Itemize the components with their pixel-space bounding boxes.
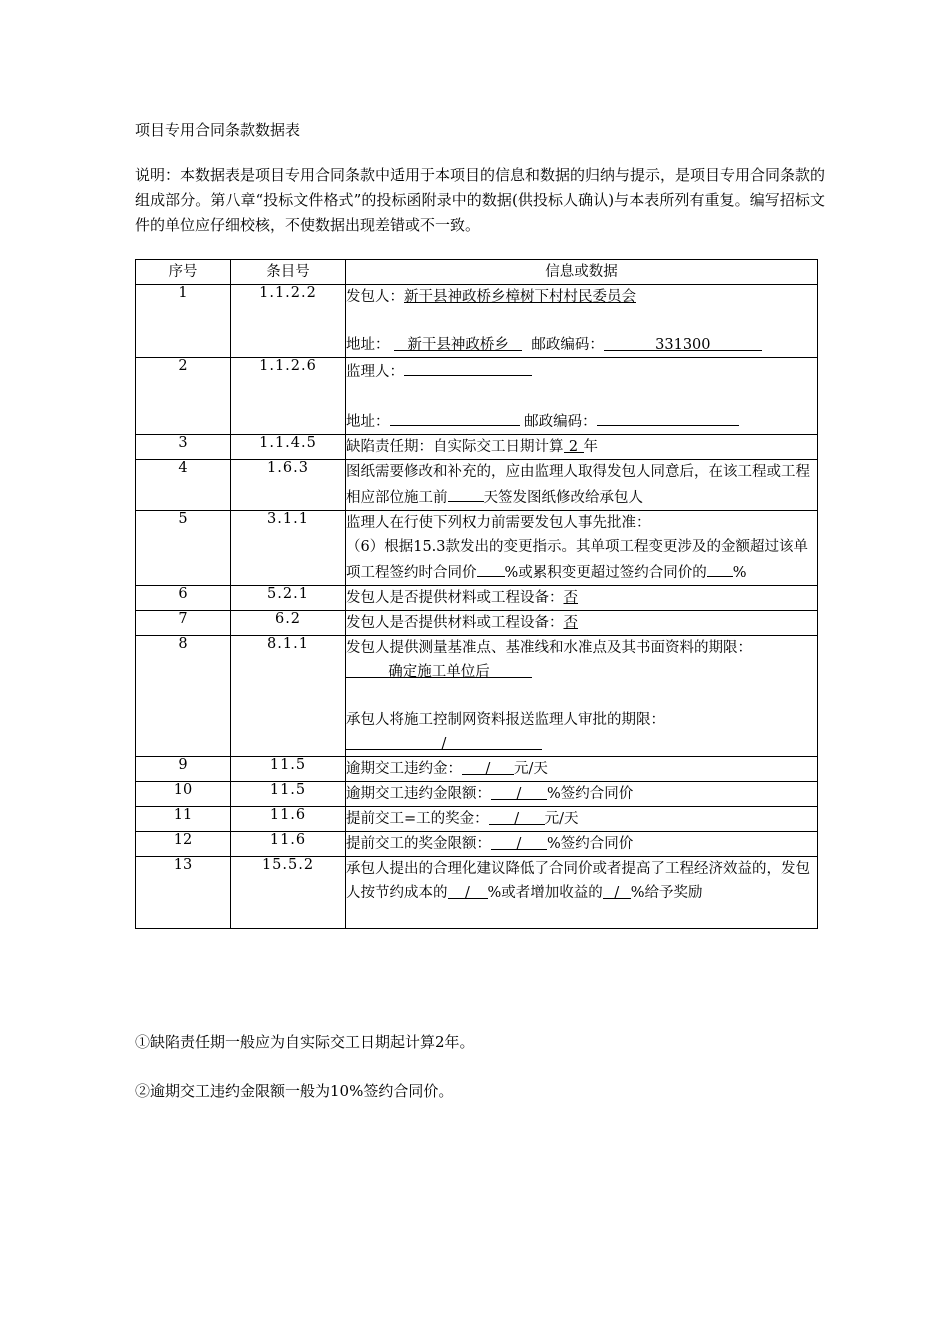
- table-row: [136, 782, 818, 807]
- table-row: [136, 857, 818, 929]
- document-title: 项目专用合同条款数据表: [135, 121, 301, 139]
- row-info: [346, 636, 818, 757]
- supervisor-blank: [404, 358, 532, 376]
- delay-cap-value: /: [491, 782, 547, 800]
- defect-period-text: 缺陷责任期：自实际交工日期计算: [346, 439, 564, 455]
- table-row: [136, 435, 818, 460]
- table-row: [136, 807, 818, 832]
- early-cap-unit: %签约合同价: [547, 836, 634, 852]
- row-info: [346, 285, 818, 358]
- postcode-label: 邮政编码：: [524, 414, 597, 430]
- note-2: ②逾期交工违约金限额一般为10%签约合同价。: [135, 1082, 454, 1100]
- variation-text: （6）根据15.3款发出的变更指示。其单项工程变更涉及的金额超过该单项工程签约时合同价: [346, 539, 809, 581]
- address-value: 新干县神政桥乡: [394, 333, 522, 351]
- early-cap-value: /: [491, 832, 547, 850]
- row-no: 7: [136, 611, 231, 636]
- drawing-text-end: 天签发图纸修改给承包人: [483, 490, 643, 506]
- table-header-row: [136, 260, 818, 285]
- rationalization-text: 承包人提出的合理化建议降低了合同价或者提高了工程经济效益的，发包人按节约成本的: [346, 861, 810, 901]
- row-no: 4: [136, 460, 231, 511]
- row-no: 5: [136, 511, 231, 586]
- early-bonus-text: 提前交工=工的奖金：: [346, 811, 489, 827]
- row-no: 13: [136, 857, 231, 929]
- delay-penalty-text: 逾期交工违约金：: [346, 761, 462, 777]
- row-clause: 11.6: [231, 832, 346, 857]
- row-clause: 1.6.3: [231, 460, 346, 511]
- row-info: [346, 782, 818, 807]
- contract-data-table: [135, 259, 818, 929]
- address-label: 地址：: [346, 414, 390, 430]
- row-no: 8: [136, 636, 231, 757]
- row-clause: 15.5.2: [231, 857, 346, 929]
- employer-label: 发包人：: [346, 289, 404, 305]
- defect-period-value: 2: [564, 435, 584, 453]
- table-row: [136, 636, 818, 757]
- note-1: ①缺陷责任期一般应为自实际交工日期起计算2年。: [135, 1033, 475, 1051]
- approval-heading: 监理人在行使下列权力前需要发包人事先批准：: [346, 515, 651, 531]
- variation-pct-blank: [477, 559, 505, 577]
- row-info: [346, 511, 818, 586]
- row-clause: 1.1.4.5: [231, 435, 346, 460]
- header-clause: 条目号: [231, 260, 346, 285]
- row-clause: 8.1.1: [231, 636, 346, 757]
- row-clause: 11.5: [231, 782, 346, 807]
- row-info: [346, 807, 818, 832]
- postcode-blank: [597, 408, 739, 426]
- materials-answer: 否: [563, 615, 578, 631]
- intro-paragraph: 说明：本数据表是项目专用合同条款中适用于本项目的信息和数据的归纳与提示，是项目专用合同条款的组成部分。第八章“投标文件格式”的投标函附录中的数据(供投标人确认)与本表所列有重复。编写招标文件的单位应仔细校核，不使数据出现差错或不一致。: [135, 166, 826, 234]
- delay-penalty-value: /: [462, 757, 514, 775]
- header-no: 序号: [136, 260, 231, 285]
- row-clause: 6.2: [231, 611, 346, 636]
- postcode-value: 331300: [604, 333, 762, 351]
- delay-penalty-unit: 元/天: [514, 761, 548, 777]
- table-row: [136, 511, 818, 586]
- rationalization-end: %给予奖励: [630, 885, 703, 901]
- row-clause: 1.1.2.2: [231, 285, 346, 358]
- header-info: 信息或数据: [346, 260, 818, 285]
- row-no: 6: [136, 586, 231, 611]
- variation-pct-sign: %: [732, 565, 747, 581]
- table-row: [136, 358, 818, 435]
- row-clause: 5.2.1: [231, 586, 346, 611]
- materials-question: 发包人是否提供材料或工程设备：: [346, 590, 564, 606]
- table-row: [136, 285, 818, 358]
- row-info: [346, 435, 818, 460]
- row-clause: 3.1.1: [231, 511, 346, 586]
- materials-answer: 否: [563, 590, 578, 606]
- delay-cap-unit: %签约合同价: [547, 786, 634, 802]
- delay-cap-text: 逾期交工违约金限额：: [346, 786, 491, 802]
- control-network-text: 承包人将施工控制网资料报送监理人审批的期限：: [346, 712, 665, 728]
- supervisor-label: 监理人：: [346, 364, 404, 380]
- revenue-value: /: [603, 881, 631, 899]
- row-info: [346, 460, 818, 511]
- row-no: 10: [136, 782, 231, 807]
- table-row: [136, 586, 818, 611]
- early-cap-text: 提前交工的奖金限额：: [346, 836, 491, 852]
- survey-point-text: 发包人提供测量基准点、基准线和水准点及其书面资料的期限：: [346, 640, 752, 656]
- variation-text-mid: %或累积变更超过签约合同价的: [504, 565, 707, 581]
- row-info: [346, 358, 818, 435]
- row-info: [346, 586, 818, 611]
- employer-value: 新干县神政桥乡樟树下村村民委员会: [404, 289, 636, 305]
- table-row: [136, 832, 818, 857]
- table-row: [136, 460, 818, 511]
- row-no: 2: [136, 358, 231, 435]
- table-row: [136, 757, 818, 782]
- row-no: 11: [136, 807, 231, 832]
- drawing-days-blank: [448, 484, 484, 502]
- row-clause: 1.1.2.6: [231, 358, 346, 435]
- cumulative-pct-blank: [707, 559, 733, 577]
- address-label: 地址：: [346, 337, 390, 353]
- row-no: 12: [136, 832, 231, 857]
- address-blank: [390, 408, 520, 426]
- table-row: [136, 611, 818, 636]
- row-no: 9: [136, 757, 231, 782]
- rationalization-mid: %或者增加收益的: [487, 885, 603, 901]
- early-bonus-unit: 元/天: [544, 811, 579, 827]
- row-info: [346, 611, 818, 636]
- row-clause: 11.5: [231, 757, 346, 782]
- row-clause: 11.6: [231, 807, 346, 832]
- row-no: 3: [136, 435, 231, 460]
- drawing-text: 图纸需要修改和补充的，应由监理人取得发包人同意后，在该工程或工程相应部位施工前: [346, 464, 810, 506]
- row-no: 1: [136, 285, 231, 358]
- postcode-label: 邮政编码：: [531, 337, 604, 353]
- survey-point-value: 确定施工单位后: [346, 660, 532, 678]
- row-info: [346, 757, 818, 782]
- cost-saving-value: /: [448, 881, 488, 899]
- row-info: [346, 832, 818, 857]
- materials-question: 发包人是否提供材料或工程设备：: [346, 615, 564, 631]
- control-network-value: /: [346, 732, 542, 750]
- row-info: [346, 857, 818, 929]
- early-bonus-value: /: [489, 807, 545, 825]
- defect-period-unit: 年: [583, 439, 598, 455]
